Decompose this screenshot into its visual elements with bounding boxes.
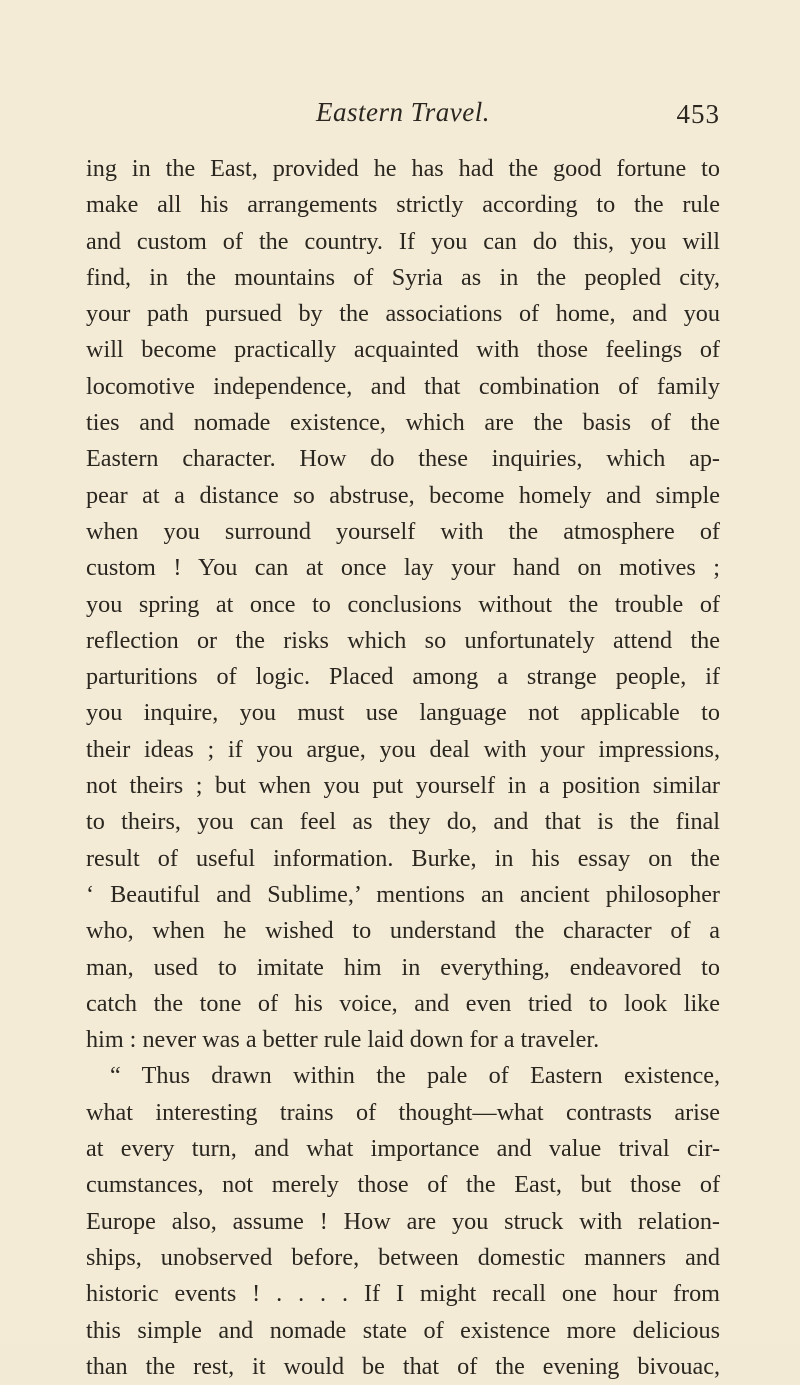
text-line: catch the tone of his voice, and even tried to look like xyxy=(86,989,720,1017)
text-line: Eastern character. How do these inquiries, which ap- xyxy=(86,445,720,473)
text-line: ships, unobserved before, between domestic manners and xyxy=(86,1243,720,1271)
text-line: not theirs ; but when you put yourself in a position similar xyxy=(86,772,720,800)
text-line: “ Thus drawn within the pale of Eastern existence, xyxy=(110,1062,720,1090)
text-line: historic events ! . . . . If I might recall one hour from xyxy=(86,1280,720,1308)
text-line: pear at a distance so abstruse, become homely and simple xyxy=(86,481,720,509)
text-line: their ideas ; if you argue, you deal with your impressions, xyxy=(86,735,720,763)
text-line: result of useful information. Burke, in his essay on the xyxy=(86,844,720,872)
text-line: cumstances, not merely those of the East, but those of xyxy=(86,1171,720,1199)
text-line: parturitions of logic. Placed among a strange people, if xyxy=(86,663,720,691)
text-line: man, used to imitate him in everything, endeavored to xyxy=(86,953,720,981)
text-line: what interesting trains of thought—what contrasts arise xyxy=(86,1098,720,1126)
text-line: reflection or the risks which so unfortunately attend the xyxy=(86,626,720,654)
text-line: find, in the mountains of Syria as in the peopled city, xyxy=(86,263,720,291)
text-line: this simple and nomade state of existence more delicious xyxy=(86,1316,720,1344)
text-line: will become practically acquainted with those feelings of xyxy=(86,336,720,364)
body-text xyxy=(86,151,720,1385)
text-line: to theirs, you can feel as they do, and that is the final xyxy=(86,808,720,836)
text-line: locomotive independence, and that combination of family xyxy=(86,372,720,400)
running-head xyxy=(86,94,720,130)
text-line: make all his arrangements strictly according to the rule xyxy=(86,191,720,219)
text-line: your path pursued by the associations of home, and you xyxy=(86,300,720,328)
text-line: ing in the East, provided he has had the good fortune to xyxy=(86,155,720,182)
text-line: than the rest, it would be that of the evening bivouac, xyxy=(86,1352,720,1380)
page-number: 453 xyxy=(676,99,720,129)
text-line: you spring at once to conclusions without the trouble of xyxy=(86,590,720,618)
text-line: you inquire, you must use language not applicable to xyxy=(86,699,720,727)
running-head-title: Eastern Travel. xyxy=(316,97,490,127)
text-line: at every turn, and what importance and value trival cir- xyxy=(86,1135,720,1163)
text-line: and custom of the country. If you can do this, you will xyxy=(86,227,720,255)
text-line: him : never was a better rule laid down for a traveler. xyxy=(86,1026,600,1054)
text-line: who, when he wished to understand the character of a xyxy=(86,917,720,945)
text-line: custom ! You can at once lay your hand on motives ; xyxy=(86,554,720,582)
text-line: ‘ Beautiful and Sublime,’ mentions an ancient philosopher xyxy=(86,880,720,908)
text-line: when you surround yourself with the atmosphere of xyxy=(86,517,720,545)
text-line: Europe also, assume ! How are you struck with relation- xyxy=(86,1207,720,1235)
text-line: ties and nomade existence, which are the basis of the xyxy=(86,409,720,437)
